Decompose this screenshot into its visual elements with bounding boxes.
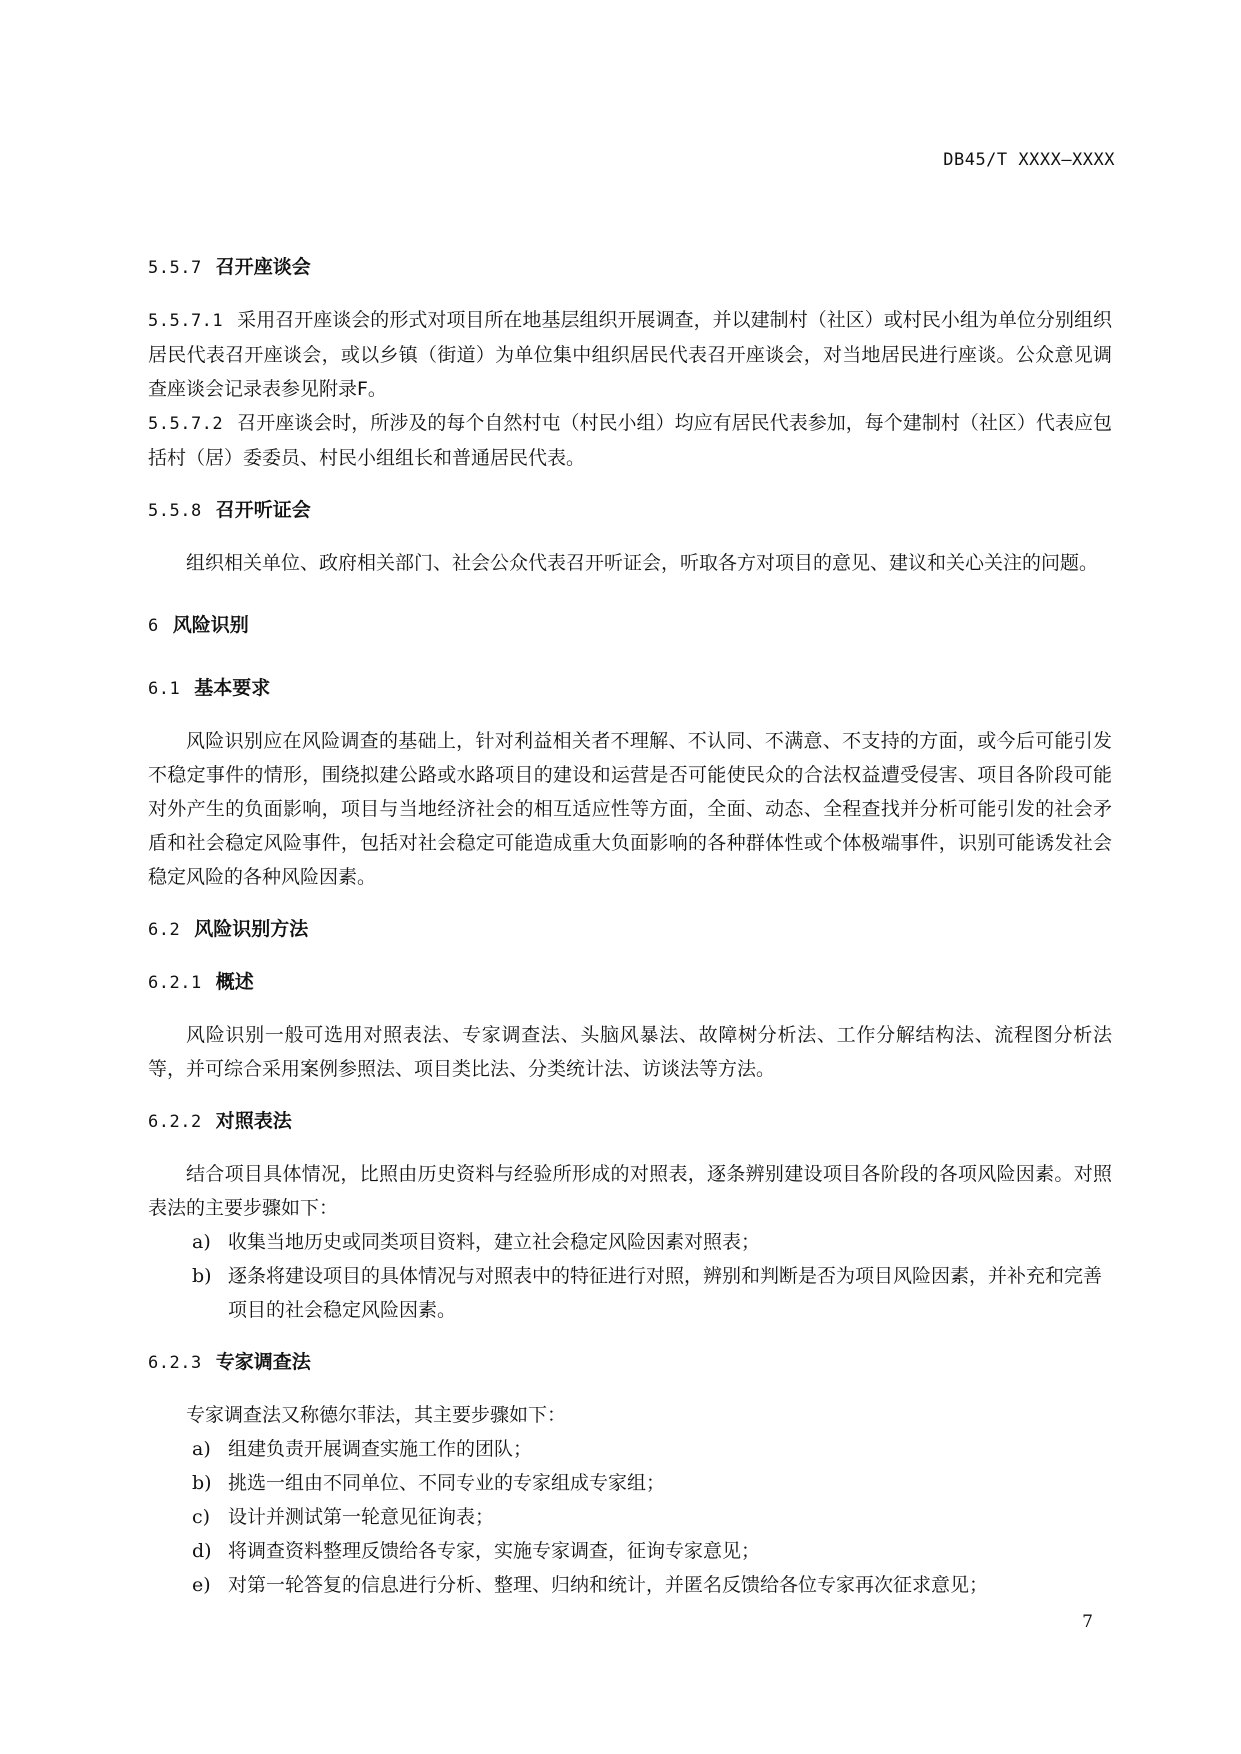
- list-item: [148, 1568, 1112, 1602]
- list-item: [148, 1225, 1112, 1259]
- list-marker: e): [192, 1574, 211, 1596]
- list-item-text: 设计并测试第一轮意见征询表；: [228, 1506, 495, 1528]
- paragraph-5-5-7-1: [148, 303, 1112, 406]
- list-item-text: 将调查资料整理反馈给各专家，实施专家调查，征询专家意见；: [228, 1540, 761, 1562]
- list-item: [148, 1432, 1112, 1466]
- list-marker: a): [192, 1438, 211, 1460]
- heading-number: 5.5.7: [148, 258, 202, 278]
- page-content: [148, 250, 1112, 1602]
- list-item-text: 逐条将建设项目的具体情况与对照表中的特征进行对照，辨别和判断是否为项目风险因素，并补充和完善项目的社会稳定风险因素。: [228, 1265, 1103, 1321]
- standard-code: DB45/T XXXX—XXXX: [943, 150, 1115, 170]
- heading-number: 5.5.8: [148, 501, 202, 521]
- heading-5-5-7: [148, 250, 1112, 285]
- clause-text: 采用召开座谈会的形式对项目所在地基层组织开展调查，并以建制村（社区）或村民小组为单位分别组织居民代表召开座谈会，或以乡镇（街道）为单位集中组织居民代表召开座谈会，对当地居民进行座谈。公众意见调查座谈会记录表参见附录F。: [148, 309, 1112, 400]
- list-item-text: 挑选一组由不同单位、不同专业的专家组成专家组；: [228, 1472, 666, 1494]
- heading-5-5-8: [148, 493, 1112, 528]
- paragraph-5-5-8: 组织相关单位、政府相关部门、社会公众代表召开听证会，听取各方对项目的意见、建议和关心关注的问题。: [186, 552, 1099, 574]
- paragraph-6-1: 风险识别应在风险调查的基础上，针对利益相关者不理解、不认同、不满意、不支持的方面，或今后可能引发不稳定事件的情形，围绕拟建公路或水路项目的建设和运营是否可能使民众的合法权益遭受侵害、项目各阶段可能对外产生的负面影响，项目与当地经济社会的相互适应性等方面，全面、动态、全程查找并分析可能引发的社会矛盾和社会稳定风险事件，包括对社会稳定可能造成重大负面影响的各种群体性或个体极端事件，识别可能诱发社会稳定风险的各种风险因素。: [148, 730, 1112, 888]
- heading-number: 6.1: [148, 679, 181, 699]
- paragraph-5-5-7-2: [148, 406, 1112, 475]
- clause-number: 5.5.7.2: [148, 414, 224, 434]
- heading-6-2-3: [148, 1345, 1112, 1380]
- list-marker: b): [192, 1265, 212, 1287]
- heading-6-2-1: [148, 965, 1112, 1000]
- paragraph-6-2-3: 专家调查法又称德尔菲法，其主要步骤如下：: [186, 1404, 567, 1426]
- list-marker: a): [192, 1231, 211, 1253]
- heading-number: 6.2.2: [148, 1112, 202, 1132]
- list-item-text: 对第一轮答复的信息进行分析、整理、归纳和统计，并匿名反馈给各位专家再次征求意见；: [228, 1574, 989, 1596]
- heading-number: 6: [148, 616, 159, 636]
- list-marker: b): [192, 1472, 212, 1494]
- list-item-text: 组建负责开展调查实施工作的团队；: [228, 1438, 533, 1460]
- heading-6-2: [148, 912, 1112, 947]
- heading-title: 召开听证会: [215, 499, 311, 521]
- paragraph-6-2-2: 结合项目具体情况，比照由历史资料与经验所形成的对照表，逐条辨别建设项目各阶段的各项风险因素。对照表法的主要步骤如下：: [148, 1163, 1112, 1219]
- list-item-text: 收集当地历史或同类项目资料，建立社会稳定风险因素对照表；: [228, 1231, 761, 1253]
- heading-title: 基本要求: [194, 677, 271, 699]
- list-item: [148, 1534, 1112, 1568]
- heading-title: 召开座谈会: [215, 256, 311, 278]
- heading-6: [148, 608, 1112, 643]
- heading-title: 风险识别: [172, 614, 249, 636]
- paragraph-6-2-1: 风险识别一般可选用对照表法、专家调查法、头脑风暴法、故障树分析法、工作分解结构法、流程图分析法等，并可综合采用案例参照法、项目类比法、分类统计法、访谈法等方法。: [148, 1024, 1112, 1080]
- heading-number: 6.2.3: [148, 1353, 202, 1373]
- list-item: [148, 1500, 1112, 1534]
- list-marker: d): [192, 1540, 212, 1562]
- clause-number: 5.5.7.1: [148, 311, 224, 331]
- heading-title: 对照表法: [215, 1110, 292, 1132]
- heading-6-2-2: [148, 1104, 1112, 1139]
- heading-6-1: [148, 671, 1112, 706]
- heading-title: 专家调查法: [215, 1351, 311, 1373]
- list-marker: c): [192, 1506, 211, 1528]
- heading-number: 6.2.1: [148, 973, 202, 993]
- clause-text: 召开座谈会时，所涉及的每个自然村屯（村民小组）均应有居民代表参加，每个建制村（社区）代表应包括村（居）委委员、村民小组组长和普通居民代表。: [148, 412, 1112, 469]
- list-6-2-2: [148, 1225, 1112, 1327]
- list-item: [148, 1466, 1112, 1500]
- list-item: [148, 1259, 1112, 1327]
- list-6-2-3: [148, 1432, 1112, 1602]
- heading-number: 6.2: [148, 920, 181, 940]
- heading-title: 风险识别方法: [194, 918, 309, 940]
- heading-title: 概述: [215, 971, 254, 993]
- page-number: 7: [1082, 1612, 1093, 1632]
